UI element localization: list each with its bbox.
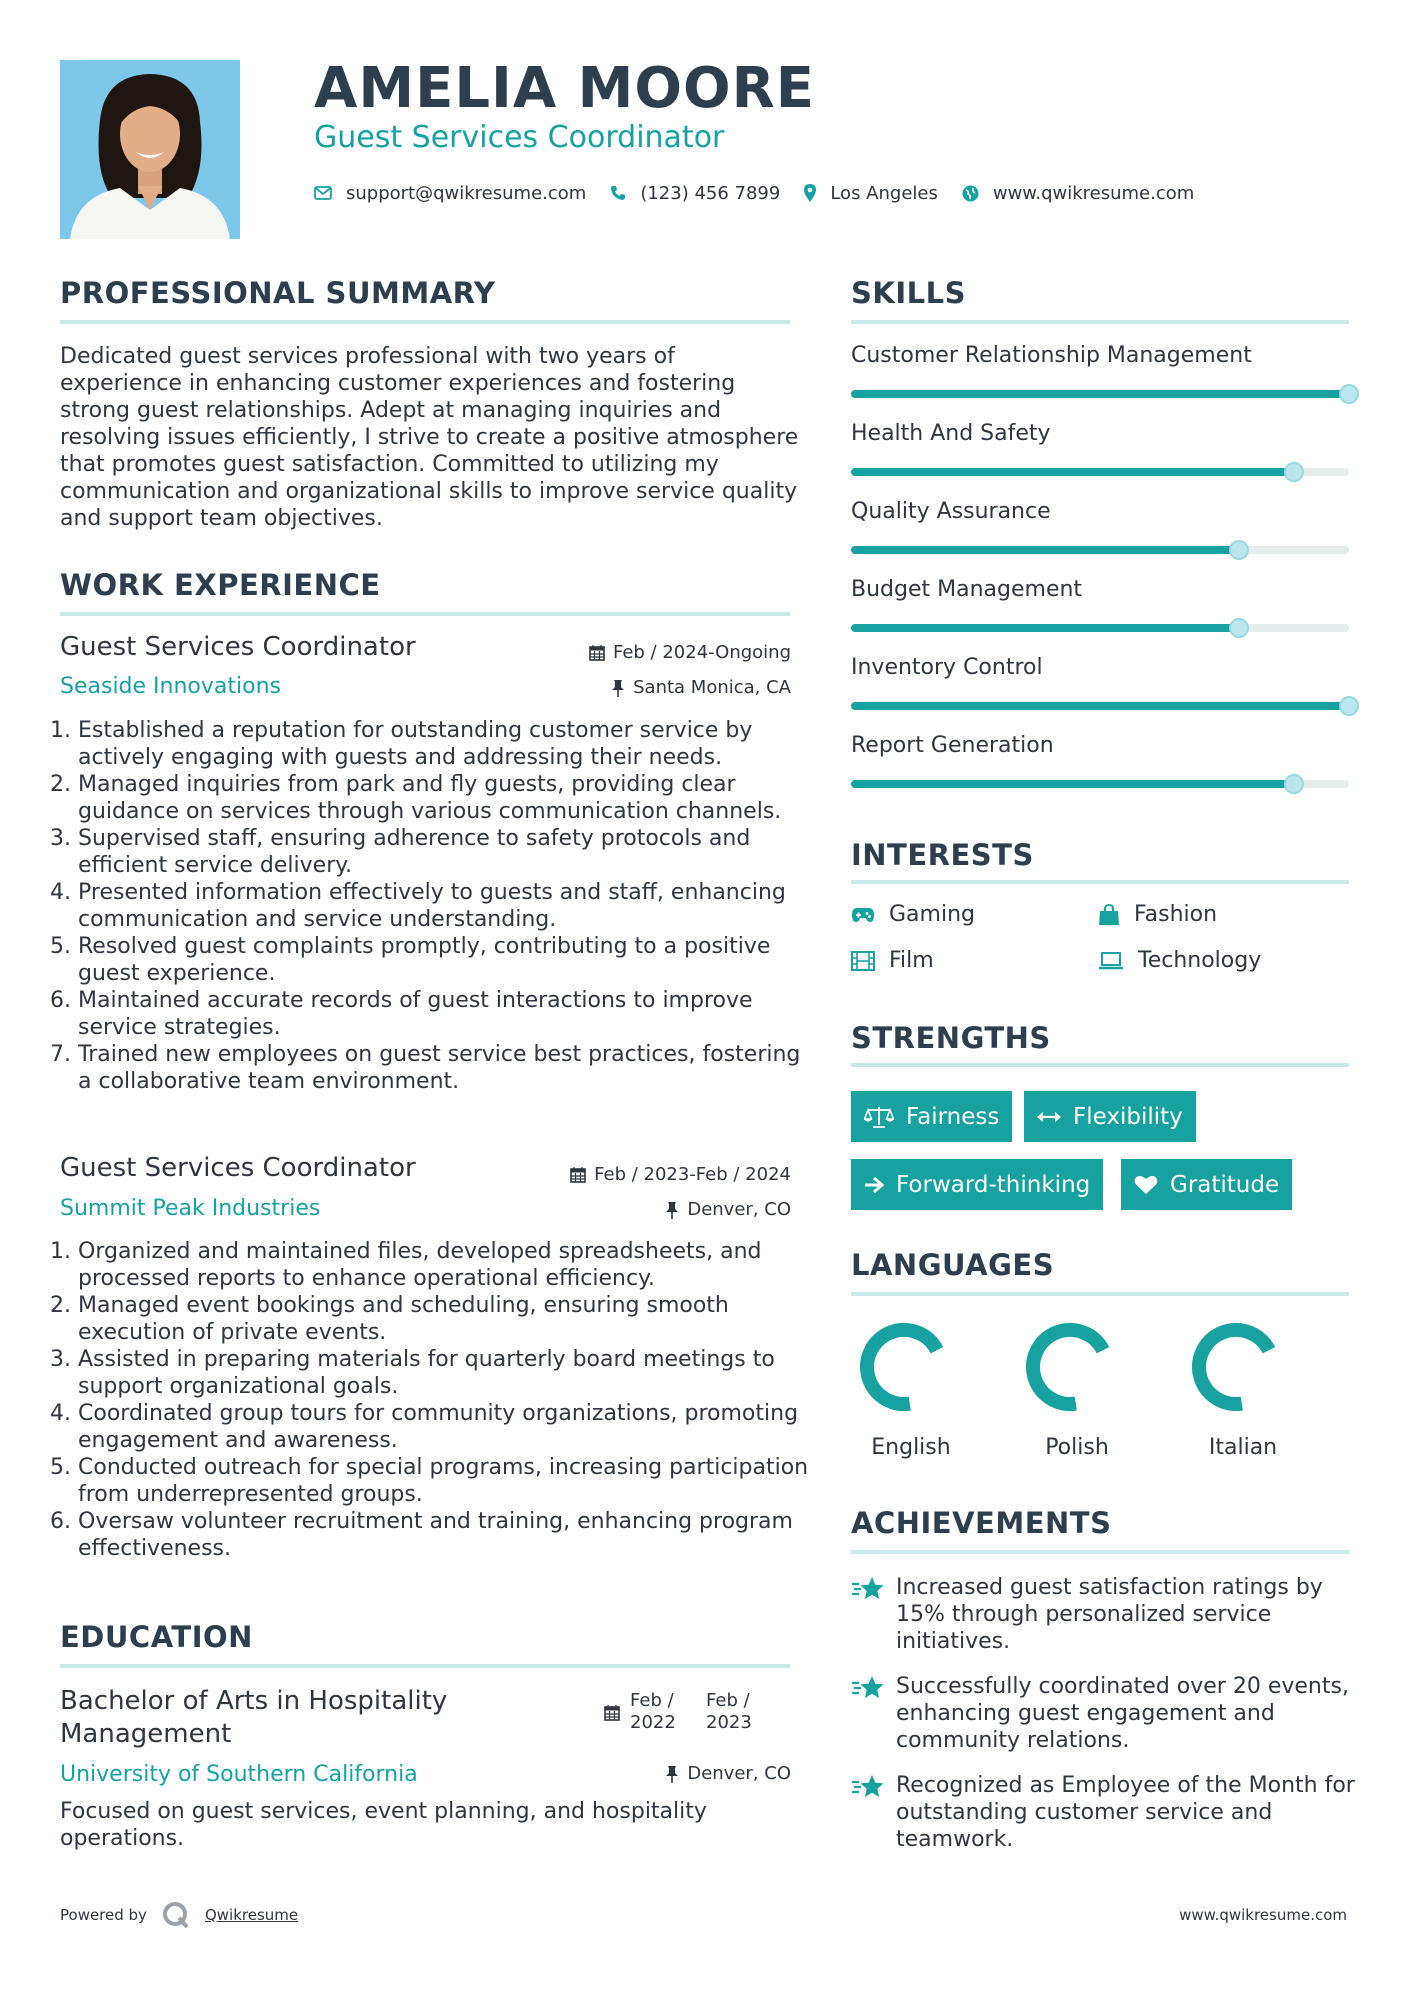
qwikresume-logo-icon: [161, 1900, 191, 1930]
skill-bar-fill: [851, 390, 1349, 398]
skill-bar-handle: [1229, 618, 1249, 638]
skill-bar: [851, 624, 1349, 632]
calendar-icon: [604, 1704, 620, 1721]
summary-heading: PROFESSIONAL SUMMARY: [60, 276, 496, 310]
star-icon: [851, 1576, 885, 1602]
education-location: [665, 1763, 791, 1784]
skill-name: Budget Management: [851, 577, 1083, 602]
powered-by-label: Powered by: [60, 1906, 147, 1924]
achievement-text: Successfully coordinated over 20 events, enhancing guest engagement and community relations.: [896, 1674, 1349, 1753]
star-icon: [851, 1675, 885, 1701]
candidate-title: Guest Services Coordinator: [314, 120, 725, 155]
skill-bar-handle: [1229, 540, 1249, 560]
laptop-icon: [1098, 952, 1124, 970]
scale-icon: [864, 1106, 894, 1128]
candidate-name: AMELIA MOORE: [314, 56, 815, 121]
contact-website-text: www.qwikresume.com: [992, 182, 1195, 204]
skill-bar-handle: [1284, 774, 1304, 794]
languages-heading: LANGUAGES: [851, 1248, 1055, 1282]
skill-name: Customer Relationship Management: [851, 343, 1252, 368]
strength-tag: [851, 1091, 1012, 1142]
list-item: 5. Conducted outreach for special programs, increasing participation from underrepresented groups.: [78, 1454, 818, 1508]
achievement-item: [851, 1772, 1361, 1853]
strength-tag: [1024, 1091, 1196, 1142]
job-location: [611, 677, 791, 698]
experience-heading: WORK EXPERIENCE: [60, 568, 381, 602]
skill-bar-fill: [851, 702, 1349, 710]
degree-title: Bachelor of Arts in Hospitality Management: [60, 1686, 448, 1749]
skills-heading: SKILLS: [851, 276, 966, 310]
education-start: Feb / 2022: [630, 1690, 676, 1733]
job-company: Seaside Innovations: [60, 674, 281, 699]
brand-link[interactable]: Qwikresume: [204, 1906, 299, 1924]
skill-bar-fill: [851, 468, 1294, 476]
summary-text: Dedicated guest services professional with two years of experience in enhancing customer experiences and fostering strong guest relationships. Adept at managing inquiries and resolving issues efficiently, I strive to create a positive atmosphere that promotes guest satisfaction. Committed to utilizing my communication and organizational skills to improve service quality and support team objectives.: [60, 344, 799, 531]
skill-bar-fill: [851, 546, 1239, 554]
skill-bar: [851, 546, 1349, 554]
contact-website[interactable]: [962, 183, 1194, 204]
skill-name: Quality Assurance: [851, 499, 1051, 524]
summary-divider: [60, 320, 790, 324]
skill-name: Inventory Control: [851, 655, 1043, 680]
education-divider: [60, 1664, 790, 1668]
list-item: 4. Coordinated group tours for community organizations, promoting engagement and awareness.: [78, 1400, 818, 1454]
experience-divider: [60, 612, 790, 616]
contact-phone-text: (123) 456 7899: [640, 182, 781, 204]
achievement-text: Recognized as Employee of the Month for outstanding customer service and teamwork.: [896, 1773, 1355, 1852]
interests-heading: INTERESTS: [851, 838, 1034, 872]
language-label: Polish: [1045, 1435, 1109, 1460]
skill-bar: [851, 390, 1349, 398]
calendar-icon: [589, 644, 605, 661]
skill-name: Report Generation: [851, 733, 1054, 758]
interests-divider: [851, 880, 1349, 884]
interest-item: [851, 948, 934, 973]
calendar-icon: [570, 1166, 586, 1183]
strength-label: Flexibility: [1073, 1103, 1183, 1130]
contact-location: [804, 183, 938, 204]
film-icon: [851, 951, 875, 971]
achievement-item: [851, 1673, 1361, 1754]
arrows-horizontal-icon: [1037, 1110, 1061, 1124]
skill-bar: [851, 468, 1349, 476]
strength-label: Fairness: [906, 1103, 1000, 1130]
pushpin-icon: [665, 1201, 679, 1219]
interest-label: Gaming: [889, 902, 975, 927]
education-description: Focused on guest services, event planning, and hospitality operations.: [60, 1799, 707, 1851]
language-label: English: [871, 1435, 951, 1460]
job-company: Summit Peak Industries: [60, 1196, 321, 1221]
job-dates: [570, 1164, 791, 1185]
contact-phone[interactable]: [610, 183, 780, 204]
job-location-text: Santa Monica, CA: [633, 677, 791, 698]
skills-divider: [851, 320, 1349, 324]
education-dates: [604, 1690, 758, 1734]
achievements-heading: ACHIEVEMENTS: [851, 1506, 1112, 1540]
interest-item: [1098, 948, 1261, 973]
phone-icon: [610, 185, 626, 201]
skill-bar-handle: [1339, 384, 1359, 404]
job-title: Guest Services Coordinator: [60, 632, 416, 662]
footer-branding: [60, 1900, 298, 1930]
star-icon: [851, 1774, 885, 1800]
school-name: University of Southern California: [60, 1762, 418, 1787]
contact-location-text: Los Angeles: [830, 182, 938, 204]
skill-bar: [851, 780, 1349, 788]
skill-name: Health And Safety: [851, 421, 1051, 446]
achievement-text: Increased guest satisfaction ratings by 15% through personalized service initiatives.: [896, 1575, 1323, 1654]
language-ring: [1189, 1320, 1283, 1414]
education-end: Feb / 2023: [706, 1690, 752, 1733]
job-location: [665, 1199, 791, 1220]
list-item: 6. Oversaw volunteer recruitment and training, enhancing program effectiveness.: [78, 1508, 818, 1562]
contact-bar: [314, 178, 1218, 208]
list-item: 2. Managed event bookings and scheduling, ensuring smooth execution of private events.: [78, 1292, 818, 1346]
list-item: 7. Trained new employees on guest service best practices, fostering a collaborative team environment.: [78, 1041, 818, 1095]
language-label: Italian: [1208, 1435, 1278, 1460]
interest-item: [851, 902, 975, 927]
achievement-item: [851, 1574, 1361, 1655]
job-dates: [589, 642, 791, 663]
list-item: 3. Assisted in preparing materials for quarterly board meetings to support organizational goals.: [78, 1346, 818, 1400]
pushpin-icon: [665, 1765, 679, 1783]
pushpin-icon: [611, 679, 625, 697]
contact-email[interactable]: [314, 183, 586, 204]
skill-bar: [851, 702, 1349, 710]
education-heading: EDUCATION: [60, 1620, 253, 1654]
language-ring: [857, 1320, 951, 1414]
heart-icon: [1134, 1175, 1158, 1195]
job-dates-text: Feb / 2023-Feb / 2024: [594, 1164, 791, 1185]
arrow-right-icon: [864, 1176, 884, 1194]
list-item: 2. Managed inquiries from park and fly guests, providing clear guidance on services through various communication channels.: [78, 771, 818, 825]
list-item: 4. Presented information effectively to guests and staff, enhancing communication and service understanding.: [78, 879, 818, 933]
list-item: 6. Maintained accurate records of guest interactions to improve service strategies.: [78, 987, 818, 1041]
strength-label: Gratitude: [1170, 1171, 1280, 1198]
job-bullets: [60, 1238, 818, 1562]
shopping-bag-icon: [1098, 904, 1120, 926]
list-item: 1. Established a reputation for outstanding customer service by actively engaging with guests and addressing their needs.: [78, 717, 818, 771]
skill-bar-fill: [851, 780, 1294, 788]
profile-photo: [60, 60, 240, 239]
skill-bar-fill: [851, 624, 1239, 632]
skill-bar-handle: [1339, 696, 1359, 716]
envelope-icon: [314, 186, 332, 200]
job-bullets: [60, 717, 818, 1095]
strengths-divider: [851, 1063, 1349, 1067]
strengths-heading: STRENGTHS: [851, 1021, 1051, 1055]
skill-bar-handle: [1284, 462, 1304, 482]
interest-label: Technology: [1138, 948, 1262, 973]
job-location-text: Denver, CO: [687, 1199, 791, 1220]
languages-divider: [851, 1292, 1349, 1296]
education-location-text: Denver, CO: [687, 1763, 791, 1784]
job-dates-text: Feb / 2024-Ongoing: [612, 642, 791, 663]
list-item: 3. Supervised staff, ensuring adherence to safety protocols and efficient service delivery.: [78, 825, 818, 879]
gamepad-icon: [851, 907, 875, 923]
interest-label: Fashion: [1134, 902, 1218, 927]
list-item: 5. Resolved guest complaints promptly, contributing to a positive guest experience.: [78, 933, 818, 987]
list-item: 1. Organized and maintained files, developed spreadsheets, and processed reports to enhance operational efficiency.: [78, 1238, 818, 1292]
interest-label: Film: [889, 948, 934, 973]
globe-icon: [962, 185, 979, 202]
strength-label: Forward-thinking: [896, 1171, 1091, 1198]
job-title: Guest Services Coordinator: [60, 1153, 416, 1183]
interest-item: [1098, 902, 1217, 927]
contact-email-text: support@qwikresume.com: [346, 182, 587, 204]
achievements-divider: [851, 1550, 1349, 1554]
map-pin-icon: [804, 184, 816, 202]
language-ring: [1023, 1320, 1117, 1414]
strength-tag: [1121, 1159, 1292, 1210]
strength-tag: [851, 1159, 1103, 1210]
footer-website[interactable]: www.qwikresume.com: [1179, 1906, 1347, 1924]
